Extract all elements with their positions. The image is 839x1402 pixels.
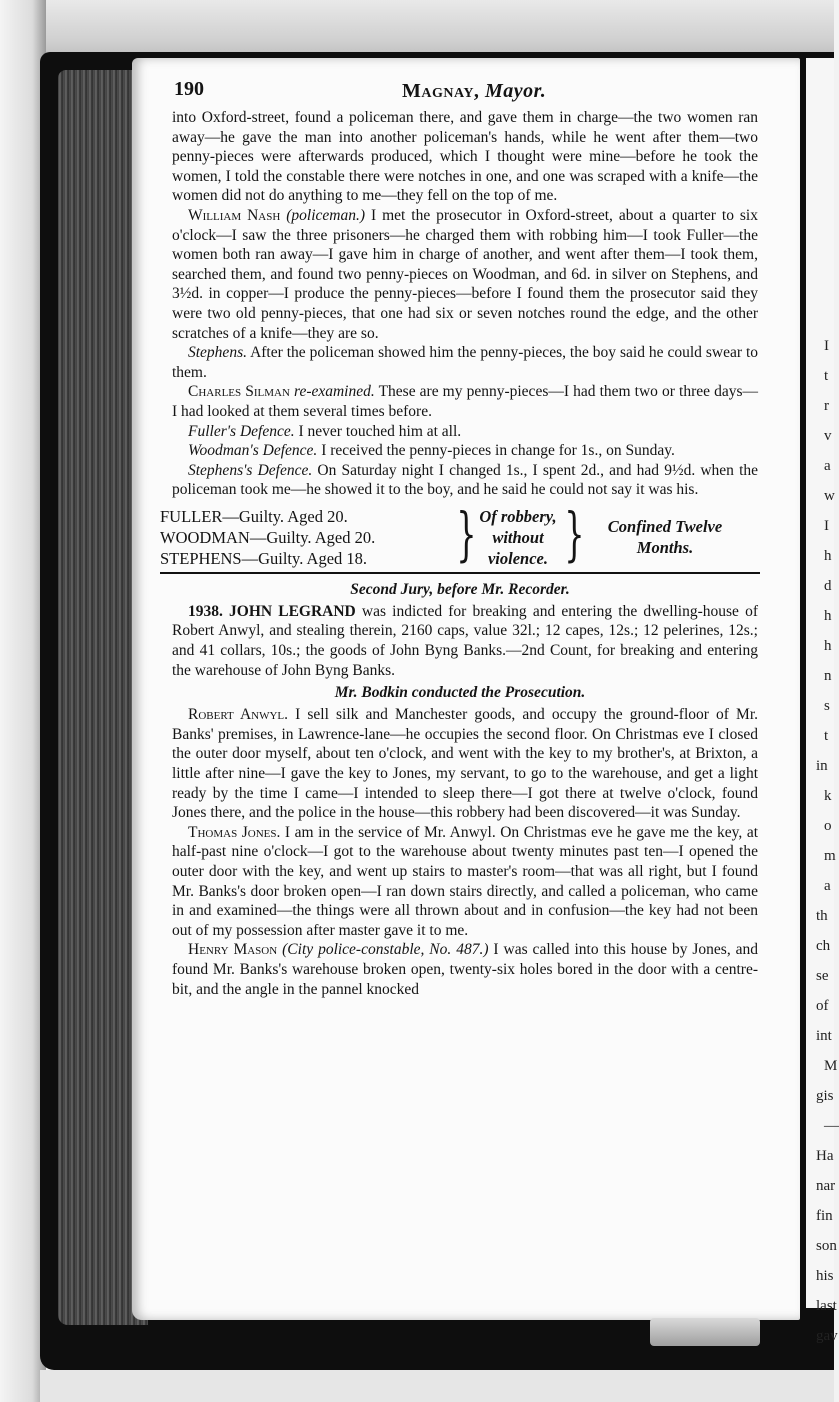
facing-page-letter: h (824, 638, 832, 654)
sentence-line: Confined Twelve (607, 516, 723, 536)
witness-name: Charles Silman (188, 383, 290, 401)
witness-role: (policeman.) (286, 206, 365, 224)
facing-page-letter: gav (816, 1328, 838, 1344)
testimony-text: I sell silk and Manchester goods, and occupy the ground-floor of Mr. Banks' premises, in Lawrence-lane—he occupies the second floor. On Christmas eve I closed the outer door myself, about ten o'clock, and went with the key to my brother's, at Brixton, a little after nine—I gave the key to Jones, my servant, to go to the warehouse, and get a light ready by the time I came—I intended to sleep there—I got there at twelve o'clock, found Jones there, and the police in the house—this robbery had been discovered—it was Sunday. (172, 706, 759, 822)
facing-page-letter: w (824, 488, 835, 504)
witness-name: Thomas Jones. (188, 823, 281, 841)
defence-fuller (160, 422, 760, 442)
brace-right: } (456, 499, 477, 568)
case-indictment (160, 602, 760, 680)
binding-clip (650, 1318, 760, 1346)
crime-line: Of robbery, (479, 506, 557, 526)
page-content (160, 72, 760, 999)
witness-name: William Nash (188, 206, 281, 224)
defence-text: On Saturday night I changed 1s., I spent 2d., and had 9½d. when the policeman took me—he showed it to the boy, and he said he could not say it was his. (172, 461, 758, 499)
facing-page-letter: o (824, 818, 832, 834)
facing-page-letter: int (816, 1028, 832, 1044)
defence-text: I received the penny-pieces in change for 1s., on Sunday. (317, 442, 675, 460)
facing-page-letter: I (824, 518, 829, 534)
verdict-names (160, 506, 375, 569)
facing-page-letter: his (816, 1268, 834, 1284)
witness-role: (City police-constable, No. 487.) (282, 941, 489, 959)
facing-page-letter: nar (816, 1178, 836, 1194)
running-head (402, 80, 546, 103)
defence-label: Stephens's Defence. (188, 461, 313, 479)
prosecution-heading: Mr. Bodkin conducted the Prosecution. (334, 684, 586, 702)
witness-name: Robert Anwyl. (188, 706, 289, 724)
scan-background-top (0, 0, 834, 60)
facing-page-letter: r (824, 398, 829, 414)
defence-label: Woodman's Defence. (188, 442, 318, 460)
section-divider (160, 572, 760, 574)
verdict-line: STEPHENS—Guilty. Aged 18. (160, 548, 368, 568)
facing-page-letter: I (824, 338, 829, 354)
facing-page-letter: gis (816, 1088, 834, 1104)
facing-page-letter: a (824, 878, 831, 894)
facing-page-letter: n (824, 668, 832, 684)
facing-page-letter: m (824, 848, 836, 864)
running-header (160, 72, 760, 108)
facing-page-letter: k (824, 788, 832, 804)
testimony-william-nash (160, 206, 760, 343)
facing-page-letter: a (824, 458, 831, 474)
facing-page-letter: t (824, 368, 829, 384)
case-number: 1938. JOHN LEGRAND (188, 602, 356, 620)
testimony-text: I was called into this house by Jones, and found Mr. Banks's warehouse broken open, twenty-six holes bored in the door with a centre-bit, and the angle in the pannel knocked (172, 941, 759, 998)
testimony-text: These are my penny-pieces—I had them two or three days—I had looked at them several times before. (172, 383, 758, 420)
testimony-text: I met the prosecutor in Oxford-street, about a quarter to six o'clock—I saw the three prisoners—he charged them with robbing him—I took Fuller—the women both ran away—I gave him in charge of another, and went after them—I took them, searched them, and found two penny-pieces on Woodman, and 6d. in silver on Stephens, and 3½d. in copper—I produce the penny-pieces—before I found them the prosecutor said they were two old penny-pieces, that one had six or seven notches round the edge, and the other scratches of a knife—they are so. (172, 206, 758, 342)
testimony-stephens (160, 343, 760, 382)
defence-label: Fuller's Defence. (188, 422, 295, 440)
facing-page-letter: th (816, 908, 828, 924)
facing-page-letter: h (824, 548, 832, 564)
testimony-thomas-jones (160, 823, 760, 941)
defence-text: I never touched him at all. (294, 422, 462, 440)
sentence-line: Months. (636, 537, 694, 557)
verdict-crime (458, 506, 578, 569)
facing-page-letter: Ha (816, 1148, 834, 1164)
facing-page-letter: — (824, 1118, 839, 1134)
facing-page-letter: h (824, 608, 832, 624)
testimony-charles-silman (160, 382, 760, 421)
jury-heading: Second Jury, before Mr. Recorder. (350, 580, 570, 598)
facing-page-letter: v (824, 428, 832, 444)
verdict-block (160, 499, 760, 570)
testimony-robert-anwyl (160, 705, 760, 823)
facing-page-letter: of (816, 998, 829, 1014)
witness-name: Stephens. (188, 344, 247, 362)
paragraph-continuation: into Oxford-street, found a policeman there, and gave them in charge—the two women ran away—he gave the man into another policeman's hands, while he went after them—two penny-pieces were afterwards produced, which I thought were mine—before he took the women, I told the constable there were notches in one, and one was scraped with a knife—the women did not do anything to me—they fell on the top of me. (172, 109, 758, 205)
facing-page-letter: in (816, 758, 828, 774)
facing-page-letter: d (824, 578, 832, 594)
defence-stephens (160, 461, 760, 500)
defence-woodman (160, 441, 760, 461)
facing-page-letter: fin (816, 1208, 833, 1224)
running-head-name: Magnay, (402, 80, 480, 102)
facing-page-fragment (806, 58, 839, 1344)
verdict-line: WOODMAN—Guilty. Aged 20. (160, 527, 376, 547)
page-number: 190 (174, 78, 204, 100)
facing-page-letter: M (824, 1058, 838, 1074)
facing-page-letter: se (816, 968, 829, 984)
verdict-sentence (580, 516, 750, 558)
crime-line: without (492, 527, 544, 547)
running-head-title: Mayor. (484, 80, 547, 102)
facing-page-letter: last (816, 1298, 837, 1314)
testimony-text: I am in the service of Mr. Anwyl. On Christmas eve he gave me the key, at half-past nine o'clock—I got to the warehouse about twenty minutes past ten—I opened the outer door with the key, and went up stairs to master's room—that was all right, but I found Mr. Banks's door broken open—I ran down stairs directly, and called a policeman, who came in and examined—the things were all thrown about and in confusion—the key had not been out of my possession after master gave it to me. (172, 823, 758, 939)
crime-line: violence. (487, 548, 548, 568)
facing-page-letter: ch (816, 938, 831, 954)
witness-name: Henry Mason (188, 941, 278, 959)
facing-page-letter: s (824, 698, 830, 714)
scan-background-bottom (40, 1370, 834, 1402)
verdict-line: FULLER—Guilty. Aged 20. (160, 506, 348, 526)
testimony-text: After the policeman showed him the penny-pieces, the boy said he could swear to them. (172, 344, 758, 381)
testimony-henry-mason (160, 940, 760, 999)
brace-right: } (564, 499, 585, 568)
facing-page-letter: t (824, 728, 829, 744)
case-text: was indicted for breaking and entering the dwelling-house of Robert Anwyl, and stealing therein, 2160 caps, value 32l.; 12 capes, 12s.; 12 pelerines, 12s.; and 41 collars, 10s.; the goods of John Byng Banks.—2nd Count, for breaking and entering the warehouse of John Byng Banks. (172, 602, 758, 679)
witness-role: re-examined. (293, 383, 375, 401)
facing-page-letter: son (816, 1238, 837, 1254)
